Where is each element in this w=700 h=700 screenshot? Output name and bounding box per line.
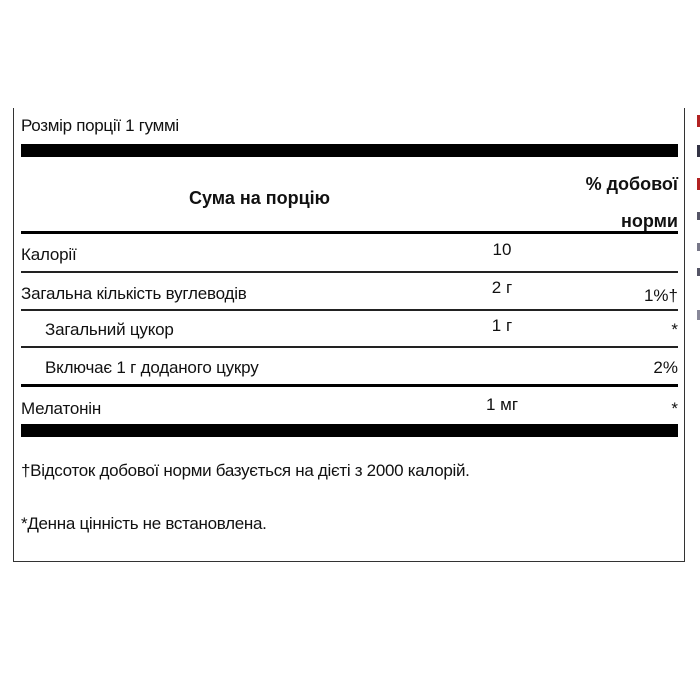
row-divider (21, 346, 678, 348)
daily-value-header (586, 166, 678, 240)
row-dv-sugar: * (671, 320, 678, 339)
serving-size: Розмір порції 1 гуммі (21, 116, 179, 135)
thick-divider-bottom (21, 424, 678, 437)
amount-per-serving-header: Сума на порцію (189, 188, 331, 208)
row-label-melatonin: Мелатонін (21, 399, 102, 418)
row-dv-melatonin: * (671, 399, 678, 418)
thick-divider-top (21, 144, 678, 157)
row-amount-calories: 10 (492, 240, 512, 259)
row-label-calories: Калорії (21, 245, 77, 264)
row-divider (21, 271, 678, 273)
header-divider (21, 231, 678, 234)
footnote-asterisk: *Денна цінність не встановлена. (21, 514, 267, 533)
row-divider (21, 309, 678, 311)
row-amount-carbs: 2 г (491, 278, 513, 297)
daily-value-header-line2: норми (620, 211, 678, 231)
footnote-dagger: †Відсоток добової норми базується на дієті з 2000 калорій. (21, 461, 470, 480)
row-amount-melatonin: 1 мг (485, 395, 519, 414)
supplement-facts-panel (13, 108, 685, 562)
row-amount-sugar: 1 г (491, 316, 513, 335)
daily-value-header-line1: % добової (585, 174, 678, 194)
row-label-added-sugar: Включає 1 г доданого цукру (45, 358, 259, 377)
row-label-carbs: Загальна кількість вуглеводів (21, 284, 247, 303)
row-dv-carbs: 1%† (643, 286, 678, 305)
row-dv-added-sugar: 2% (653, 358, 678, 377)
row-label-sugar: Загальний цукор (45, 320, 174, 339)
row-divider-thick (21, 384, 678, 387)
